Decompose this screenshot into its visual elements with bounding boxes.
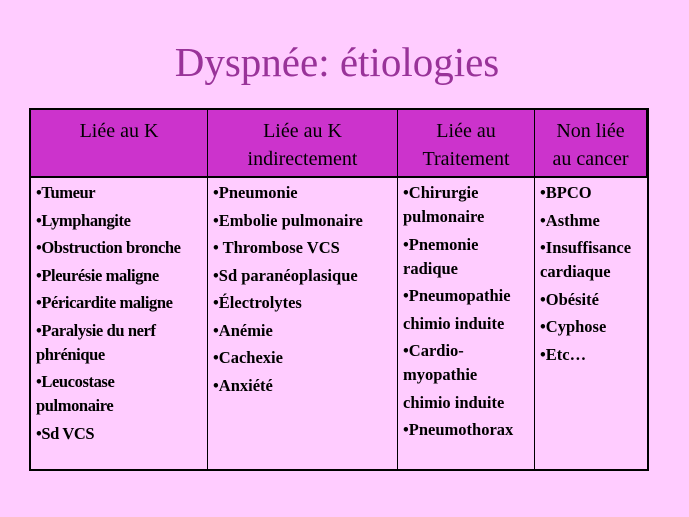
list-item: •Asthme xyxy=(540,210,600,230)
list-item: •Sd VCS xyxy=(36,423,95,443)
list-item: •Leucostase pulmonaire xyxy=(36,372,115,415)
header-lie-au-traitement: Liée au Traitement xyxy=(398,110,535,178)
header-lie-indirectement: Liée au K indirectement xyxy=(208,110,398,178)
header-lie-au-k: Liée au K xyxy=(31,110,208,178)
column-lie-indirectement xyxy=(208,178,398,469)
list-item: •Embolie pulmonaire xyxy=(213,210,363,230)
list-item: •BPCO xyxy=(540,183,592,202)
list-item: •Chirurgie pulmonaire xyxy=(403,183,485,226)
list-item: •Tumeur xyxy=(36,183,96,202)
list-item: •Pleurésie maligne xyxy=(36,265,159,285)
list-item: •Cardio- myopathie xyxy=(403,341,478,384)
list-item: •Lymphangite xyxy=(36,210,131,230)
column-lie-au-k xyxy=(31,178,208,469)
list-item: • Thrombose VCS xyxy=(213,238,340,257)
list-item: chimio induite xyxy=(403,313,505,333)
list-item: •Cachexie xyxy=(213,348,283,367)
list-item: •Insuffisance cardiaque xyxy=(540,238,632,281)
list-item: chimio induite xyxy=(403,392,505,412)
list-item: •Obésité xyxy=(540,289,599,309)
list-item: •Pneumonie xyxy=(213,183,298,202)
column-non-lie-au-cancer xyxy=(535,178,647,469)
slide-title: Dyspnée: étiologies xyxy=(174,39,500,85)
list-item: •Péricardite maligne xyxy=(36,293,173,312)
list-item: •Paralysie du nerf phrénique xyxy=(36,320,156,364)
list-item: •Pnemonie radique xyxy=(403,234,479,278)
header-non-lie-au-cancer: Non liée au cancer xyxy=(535,110,647,178)
list-item: •Cyphose xyxy=(540,317,607,336)
list-item: •Obstruction bronche xyxy=(36,238,181,257)
list-item: •Anémie xyxy=(213,320,273,340)
list-item: •Électrolytes xyxy=(213,293,302,312)
list-item: •Etc… xyxy=(540,344,587,364)
column-lie-au-traitement xyxy=(398,178,535,469)
list-item: •Sd paranéoplasique xyxy=(213,265,358,285)
list-item: •Pneumopathie xyxy=(403,286,511,305)
etiologies-table xyxy=(29,108,649,471)
list-item: •Anxiété xyxy=(213,375,273,395)
list-item: •Pneumothorax xyxy=(403,420,514,439)
